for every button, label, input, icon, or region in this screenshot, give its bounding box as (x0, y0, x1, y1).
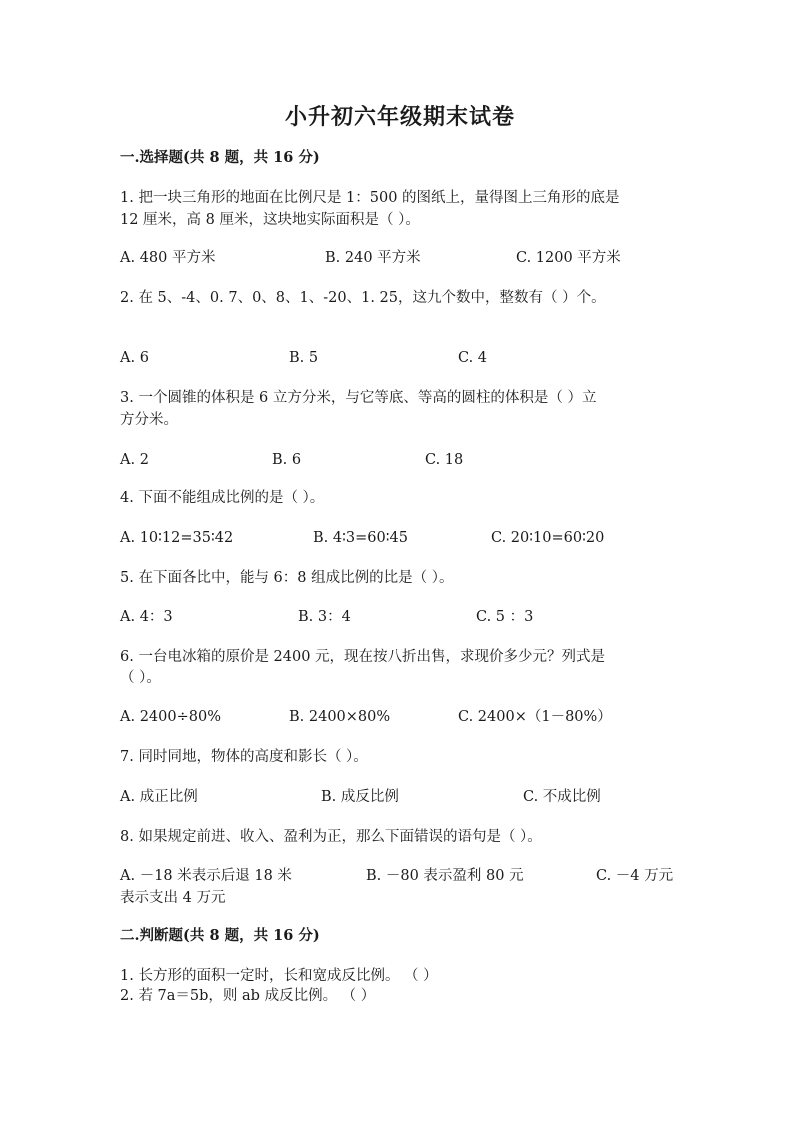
question-6-line-2: （ ）。 (120, 670, 161, 686)
question-4-option-c: C. 20∶10=60∶20 (491, 530, 605, 546)
question-8-option-c-continued: 表示支出 4 万元 (120, 890, 226, 906)
question-8-line-1: 8. 如果规定前进、收入、盈利为正，那么下面错误的语句是（ ）。 (120, 829, 542, 845)
question-3-option-b: B. 6 (272, 452, 302, 468)
judgment-item-2: 2. 若 7a＝5b，则 ab 成反比例。 （ ） (120, 988, 376, 1004)
question-5-line-1: 5. 在下面各比中，能与 6：8 组成比例的比是（ ）。 (120, 570, 454, 586)
question-3-option-c: C. 18 (425, 452, 464, 468)
question-5-option-b: B. 3：4 (298, 609, 351, 625)
question-5-option-a: A. 4：3 (120, 609, 173, 625)
question-8-option-b: B. －80 表示盈利 80 元 (366, 868, 524, 884)
question-8-option-c: C. －4 万元 (596, 868, 674, 884)
question-2-option-a: A. 6 (120, 350, 149, 366)
question-7-option-a: A. 成正比例 (120, 789, 198, 805)
question-7-line-1: 7. 同时同地，物体的高度和影长（ ）。 (120, 749, 368, 765)
question-4-option-b: B. 4∶3=60∶45 (313, 530, 408, 546)
question-6-option-b: B. 2400×80% (289, 709, 391, 725)
question-1-option-c: C. 1200 平方米 (516, 250, 621, 266)
section-heading-choice: 一.选择题(共 8 题，共 16 分) (120, 149, 320, 166)
question-5-option-c: C. 5 ：3 (476, 609, 534, 625)
question-4-line-1: 4. 下面不能组成比例的是（ ）。 (120, 490, 325, 506)
question-6-option-c: C. 2400×（1－80%） (458, 709, 612, 725)
question-1-line-1: 1. 把一块三角形的地面在比例尺是 1：500 的图纸上，量得图上三角形的底是 (120, 190, 620, 206)
judgment-item-1: 1. 长方形的面积一定时，长和宽成反比例。 （ ） (120, 968, 438, 984)
question-8-option-a: A. －18 米表示后退 18 米 (120, 868, 292, 884)
question-2-line-1: 2. 在 5、-4、0. 7、0、8、1、-20、1. 25，这九个数中，整数有（ ）个。 (120, 290, 606, 306)
question-1-option-b: B. 240 平方米 (325, 250, 421, 266)
question-3-line-2: 方分米。 (120, 412, 178, 428)
question-6-option-a: A. 2400÷80% (120, 709, 221, 725)
section-heading-judgment: 二.判断题(共 8 题，共 16 分) (120, 927, 320, 944)
question-3-option-a: A. 2 (120, 452, 149, 468)
question-3-line-1: 3. 一个圆锥的体积是 6 立方分米，与它等底、等高的圆柱的体积是（ ）立 (120, 390, 597, 406)
question-7-option-b: B. 成反比例 (321, 789, 399, 805)
question-6-line-1: 6. 一台电冰箱的原价是 2400 元，现在按八折出售，求现价多少元？列式是 (120, 649, 606, 665)
question-1-option-a: A. 480 平方米 (120, 250, 216, 266)
question-1-line-2: 12 厘米，高 8 厘米，这块地实际面积是（ ）。 (120, 212, 420, 228)
question-2-option-b: B. 5 (289, 350, 319, 366)
question-4-option-a: A. 10∶12=35∶42 (120, 530, 234, 546)
page-title: 小升初六年级期末试卷 (284, 104, 515, 130)
question-7-option-c: C. 不成比例 (523, 789, 601, 805)
question-2-option-c: C. 4 (458, 350, 488, 366)
